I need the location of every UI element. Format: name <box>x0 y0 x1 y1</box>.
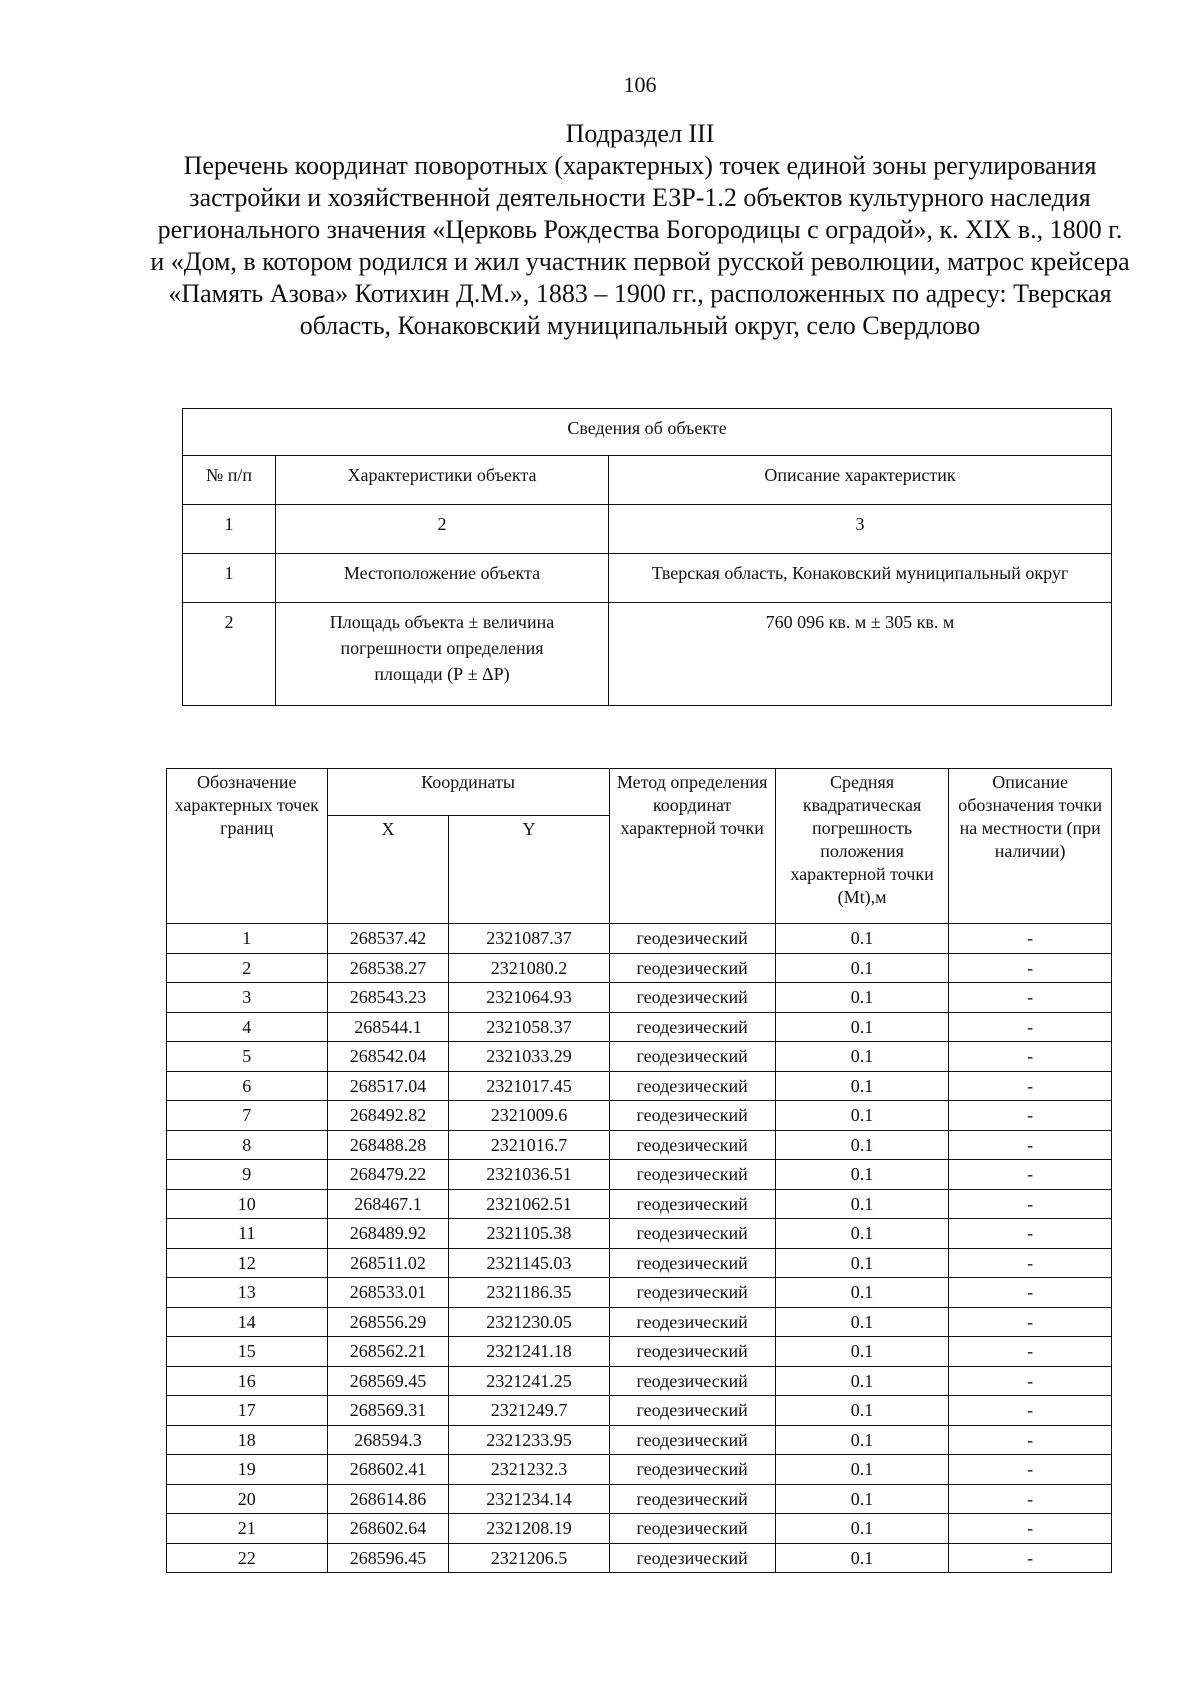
info-row <box>183 603 1112 706</box>
table-row <box>167 953 1112 983</box>
cell-x: 268488.28 <box>327 1130 449 1160</box>
cell-error: 0.1 <box>775 1160 949 1190</box>
cell-x: 268517.04 <box>327 1071 449 1101</box>
cell-method: геодезический <box>609 924 775 954</box>
cell-y: 2321186.35 <box>449 1278 609 1308</box>
cell-description: - <box>949 1189 1112 1219</box>
cell-method: геодезический <box>609 1484 775 1514</box>
table-row <box>167 1455 1112 1485</box>
cell-description: - <box>949 1425 1112 1455</box>
cell-y: 2321230.05 <box>449 1307 609 1337</box>
cell-y: 2321234.14 <box>449 1484 609 1514</box>
cell-description: - <box>949 1042 1112 1072</box>
cell-y: 2321233.95 <box>449 1425 609 1455</box>
cell-point: 1 <box>167 924 328 954</box>
cell-x: 268511.02 <box>327 1248 449 1278</box>
cell-x: 268602.41 <box>327 1455 449 1485</box>
cell-description: - <box>949 1130 1112 1160</box>
cell-y: 2321105.38 <box>449 1219 609 1249</box>
cell-error: 0.1 <box>775 1425 949 1455</box>
cell-description: - <box>949 1071 1112 1101</box>
info-header-characteristic: Характеристики объекта <box>276 456 609 505</box>
cell-description: - <box>949 1396 1112 1426</box>
cell-y: 2321036.51 <box>449 1160 609 1190</box>
cell-method: геодезический <box>609 1425 775 1455</box>
cell-point: 13 <box>167 1278 328 1308</box>
cell-description: - <box>949 1160 1112 1190</box>
info-row-value: Тверская область, Конаковский муниципальный округ <box>609 554 1112 603</box>
cell-method: геодезический <box>609 1307 775 1337</box>
table-row <box>167 983 1112 1013</box>
cell-error: 0.1 <box>775 1101 949 1131</box>
cell-point: 11 <box>167 1219 328 1249</box>
table-row <box>167 1337 1112 1367</box>
cell-error: 0.1 <box>775 1396 949 1426</box>
cell-method: геодезический <box>609 1278 775 1308</box>
cell-x: 268542.04 <box>327 1042 449 1072</box>
cell-y: 2321208.19 <box>449 1514 609 1544</box>
cell-description: - <box>949 1337 1112 1367</box>
cell-y: 2321017.45 <box>449 1071 609 1101</box>
table-row <box>167 1189 1112 1219</box>
cell-y: 2321206.5 <box>449 1543 609 1573</box>
cell-error: 0.1 <box>775 1130 949 1160</box>
cell-point: 15 <box>167 1337 328 1367</box>
cell-point: 8 <box>167 1130 328 1160</box>
table-row <box>167 1130 1112 1160</box>
table-row <box>167 1248 1112 1278</box>
cell-error: 0.1 <box>775 1543 949 1573</box>
cell-method: геодезический <box>609 1101 775 1131</box>
cell-method: геодезический <box>609 1396 775 1426</box>
cell-description: - <box>949 1219 1112 1249</box>
cell-description: - <box>949 1455 1112 1485</box>
cell-description: - <box>949 1278 1112 1308</box>
cell-point: 4 <box>167 1012 328 1042</box>
cell-y: 2321241.18 <box>449 1337 609 1367</box>
cell-error: 0.1 <box>775 1071 949 1101</box>
table-row <box>167 924 1112 954</box>
table-row <box>167 1307 1112 1337</box>
cell-point: 21 <box>167 1514 328 1544</box>
cell-point: 17 <box>167 1396 328 1426</box>
cell-error: 0.1 <box>775 1278 949 1308</box>
cell-description: - <box>949 1248 1112 1278</box>
info-table-caption: Сведения об объекте <box>183 409 1112 456</box>
cell-error: 0.1 <box>775 1514 949 1544</box>
cell-x: 268562.21 <box>327 1337 449 1367</box>
cell-method: геодезический <box>609 1189 775 1219</box>
cell-description: - <box>949 924 1112 954</box>
cell-x: 268596.45 <box>327 1543 449 1573</box>
table-row <box>167 1160 1112 1190</box>
header-description: Описание обозначения точки на местности (при наличии) <box>949 769 1112 924</box>
cell-description: - <box>949 1543 1112 1573</box>
cell-method: геодезический <box>609 953 775 983</box>
header-x: X <box>327 815 449 924</box>
cell-error: 0.1 <box>775 1337 949 1367</box>
cell-method: геодезический <box>609 1130 775 1160</box>
cell-x: 268533.01 <box>327 1278 449 1308</box>
cell-point: 9 <box>167 1160 328 1190</box>
cell-description: - <box>949 1101 1112 1131</box>
table-row <box>167 1543 1112 1573</box>
cell-method: геодезический <box>609 1514 775 1544</box>
cell-method: геодезический <box>609 1455 775 1485</box>
subsection-title: Подраздел III <box>565 119 715 148</box>
cell-x: 268543.23 <box>327 983 449 1013</box>
cell-method: геодезический <box>609 1071 775 1101</box>
cell-x: 268538.27 <box>327 953 449 983</box>
cell-error: 0.1 <box>775 924 949 954</box>
cell-point: 22 <box>167 1543 328 1573</box>
table-row <box>167 1042 1112 1072</box>
cell-error: 0.1 <box>775 1042 949 1072</box>
cell-method: геодезический <box>609 1366 775 1396</box>
cell-x: 268537.42 <box>327 924 449 954</box>
table-row <box>167 1484 1112 1514</box>
cell-point: 5 <box>167 1042 328 1072</box>
cell-x: 268614.86 <box>327 1484 449 1514</box>
cell-x: 268544.1 <box>327 1012 449 1042</box>
cell-x: 268556.29 <box>327 1307 449 1337</box>
coordinates-table-body <box>167 924 1112 1573</box>
cell-x: 268569.45 <box>327 1366 449 1396</box>
cell-y: 2321064.93 <box>449 983 609 1013</box>
cell-error: 0.1 <box>775 953 949 983</box>
cell-method: геодезический <box>609 1012 775 1042</box>
cell-y: 2321080.2 <box>449 953 609 983</box>
table-row <box>167 1514 1112 1544</box>
table-row <box>167 1071 1112 1101</box>
info-column-number: 2 <box>276 505 609 554</box>
info-row-name: Площадь объекта ± величина погрешности определения площади (Р ± ΔР) <box>276 603 609 706</box>
cell-point: 18 <box>167 1425 328 1455</box>
cell-error: 0.1 <box>775 1307 949 1337</box>
cell-x: 268594.3 <box>327 1425 449 1455</box>
info-column-number: 1 <box>183 505 276 554</box>
cell-description: - <box>949 1307 1112 1337</box>
header-point: Обозначение характерных точек границ <box>167 769 328 924</box>
cell-y: 2321062.51 <box>449 1189 609 1219</box>
table-row <box>167 1012 1112 1042</box>
cell-y: 2321058.37 <box>449 1012 609 1042</box>
table-row <box>167 1219 1112 1249</box>
cell-y: 2321016.7 <box>449 1130 609 1160</box>
table-row <box>167 1278 1112 1308</box>
document-title: Перечень координат поворотных (характерных) точек единой зоны регулирования застройки и хозяйственной деятельности ЕЗР-1.2 объектов культурного наследия регионального значения «Церковь Рождества Богородицы с оградой», к. XIX в., 1800 г. и «Дом, в котором родился и жил участник первой русской революции, матрос крейсера «Память Азова» Котихин Д.М.», 1883 – 1900 гг., расположенных по адресу: Тверская область, Конаковский муниципальный округ, село Свердлово <box>150 151 1130 340</box>
cell-error: 0.1 <box>775 1366 949 1396</box>
cell-point: 12 <box>167 1248 328 1278</box>
info-column-number: 3 <box>609 505 1112 554</box>
cell-error: 0.1 <box>775 1012 949 1042</box>
cell-y: 2321232.3 <box>449 1455 609 1485</box>
object-info-table <box>182 408 1112 706</box>
cell-x: 268569.31 <box>327 1396 449 1426</box>
cell-point: 19 <box>167 1455 328 1485</box>
header-y: Y <box>449 815 609 924</box>
cell-point: 10 <box>167 1189 328 1219</box>
cell-method: геодезический <box>609 1248 775 1278</box>
cell-method: геодезический <box>609 1337 775 1367</box>
cell-description: - <box>949 1366 1112 1396</box>
cell-point: 14 <box>167 1307 328 1337</box>
info-row-name: Местоположение объекта <box>276 554 609 603</box>
cell-error: 0.1 <box>775 983 949 1013</box>
cell-method: геодезический <box>609 1219 775 1249</box>
cell-method: геодезический <box>609 1543 775 1573</box>
cell-y: 2321145.03 <box>449 1248 609 1278</box>
cell-method: геодезический <box>609 1042 775 1072</box>
table-row <box>167 1425 1112 1455</box>
cell-description: - <box>949 953 1112 983</box>
cell-error: 0.1 <box>775 1484 949 1514</box>
document-heading <box>150 118 1130 342</box>
page-number: 106 <box>623 72 657 97</box>
info-header-num: № п/п <box>183 456 276 505</box>
cell-point: 2 <box>167 953 328 983</box>
cell-method: геодезический <box>609 983 775 1013</box>
info-row-num: 1 <box>183 554 276 603</box>
cell-point: 7 <box>167 1101 328 1131</box>
cell-y: 2321249.7 <box>449 1396 609 1426</box>
cell-method: геодезический <box>609 1160 775 1190</box>
cell-x: 268492.82 <box>327 1101 449 1131</box>
cell-description: - <box>949 1484 1112 1514</box>
table-row <box>167 1396 1112 1426</box>
cell-x: 268467.1 <box>327 1189 449 1219</box>
cell-error: 0.1 <box>775 1189 949 1219</box>
cell-point: 16 <box>167 1366 328 1396</box>
cell-error: 0.1 <box>775 1455 949 1485</box>
header-method: Метод определения координат характерной точки <box>609 769 775 924</box>
cell-y: 2321241.25 <box>449 1366 609 1396</box>
info-header-description: Описание характеристик <box>609 456 1112 505</box>
cell-y: 2321009.6 <box>449 1101 609 1131</box>
table-row <box>167 1101 1112 1131</box>
cell-error: 0.1 <box>775 1248 949 1278</box>
cell-x: 268602.64 <box>327 1514 449 1544</box>
header-error: Средняя квадратическая погрешность положения характерной точки (Mt),м <box>775 769 949 924</box>
cell-point: 6 <box>167 1071 328 1101</box>
header-coordinates: Координаты <box>327 769 609 816</box>
cell-point: 20 <box>167 1484 328 1514</box>
cell-y: 2321087.37 <box>449 924 609 954</box>
info-row-num: 2 <box>183 603 276 706</box>
cell-point: 3 <box>167 983 328 1013</box>
cell-x: 268489.92 <box>327 1219 449 1249</box>
info-row-value: 760 096 кв. м ± 305 кв. м <box>609 603 1112 706</box>
cell-y: 2321033.29 <box>449 1042 609 1072</box>
cell-description: - <box>949 983 1112 1013</box>
table-row <box>167 1366 1112 1396</box>
info-row <box>183 554 1112 603</box>
coordinates-table <box>166 768 1112 1573</box>
cell-description: - <box>949 1514 1112 1544</box>
cell-description: - <box>949 1012 1112 1042</box>
cell-error: 0.1 <box>775 1219 949 1249</box>
cell-x: 268479.22 <box>327 1160 449 1190</box>
